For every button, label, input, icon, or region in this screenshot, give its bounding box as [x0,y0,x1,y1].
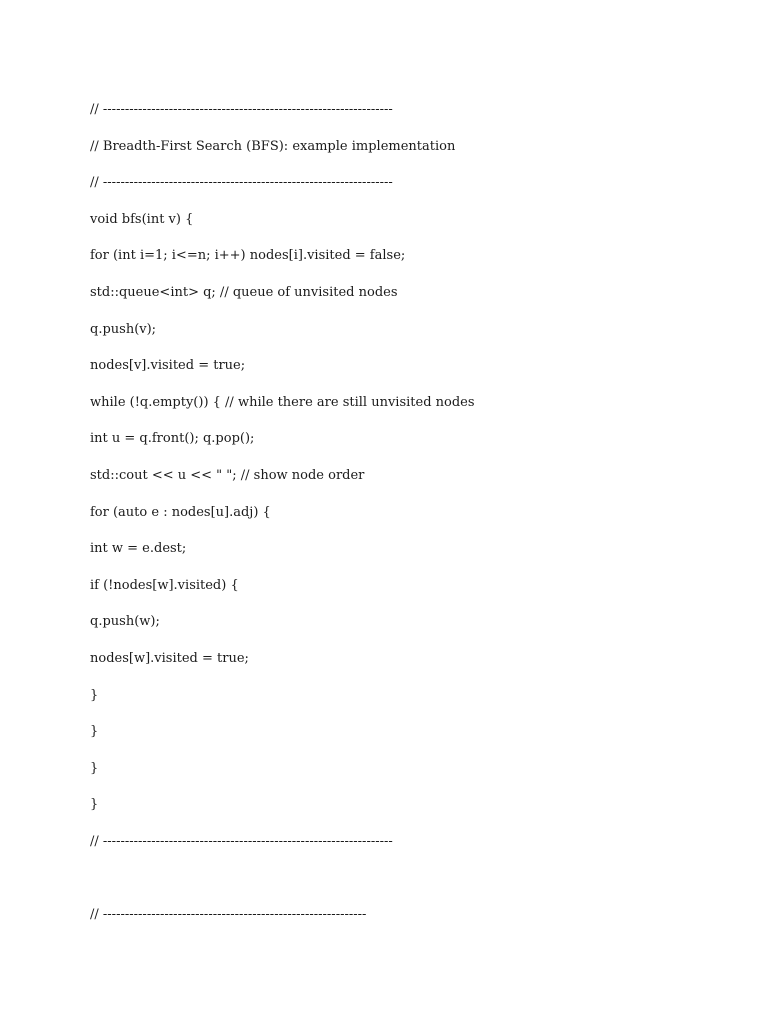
code-line: if (!nodes[w].visited) { [90,577,239,593]
code-line: for (auto e : nodes[u].adj) { [90,504,271,520]
closing-brace-line: } [90,760,99,776]
code-line: nodes[w].visited = true; [90,650,249,666]
comment-separator-line: // ------------------------------------------------------------------ [90,102,393,117]
closing-brace-line: } [90,687,99,703]
code-line: std::queue<int> q; // queue of unvisited nodes [90,284,398,300]
code-line: int w = e.dest; [90,541,187,557]
closing-brace-line: } [90,797,99,813]
comment-separator-line: // ------------------------------------------------------------ [90,907,367,923]
blank-line [90,868,730,905]
code-line: while (!q.empty()) { // while there are still unvisited nodes [90,394,475,410]
code-line: for (int i=1; i<=n; i++) nodes[i].visited = false; [90,248,406,264]
code-line: std::cout << u << " "; // show node order [90,467,365,483]
comment-separator-line: // ------------------------------------------------------------------ [90,833,393,849]
code-line: nodes[v].visited = true; [90,358,246,374]
code-line: q.push(w); [90,614,160,630]
comment-separator-line: // ------------------------------------------------------------------ [90,175,393,191]
closing-brace-line: } [90,724,99,740]
code-line: q.push(v); [90,321,157,337]
code-listing [90,100,730,942]
comment-title-line: // Breadth-First Search (BFS): example implementation [90,138,456,154]
code-line: void bfs(int v) { [90,211,194,227]
code-line: int u = q.front(); q.pop(); [90,431,255,447]
